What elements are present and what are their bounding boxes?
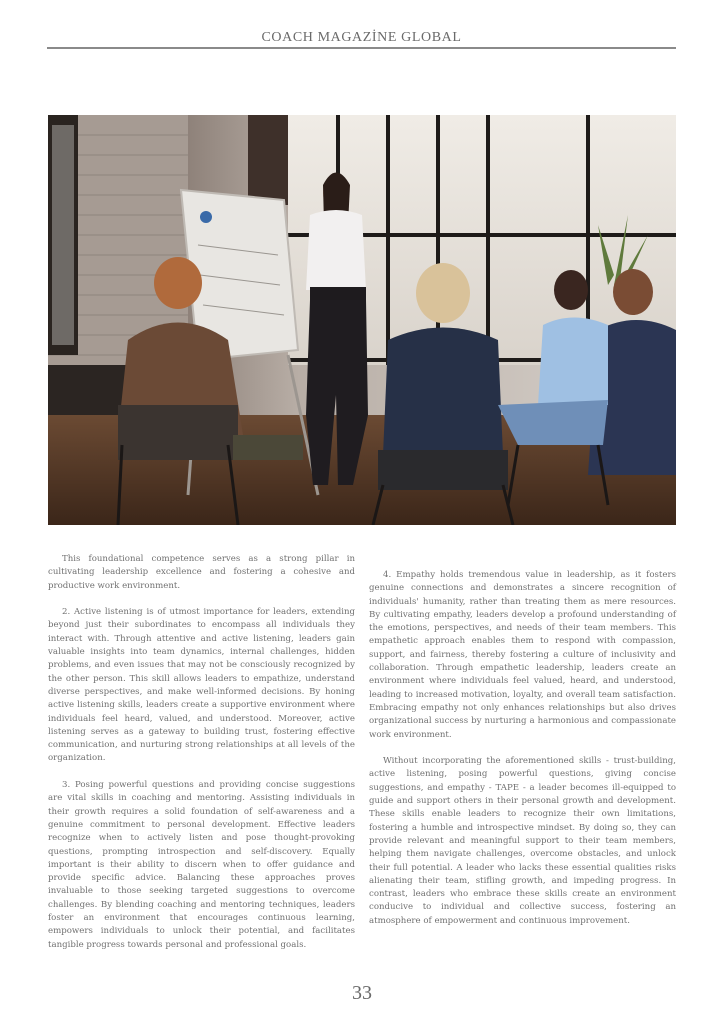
right-column <box>369 569 676 941</box>
paragraph: This foundational competence serves as a strong pillar in cultivating leadership excellence and fostering a cohesive and productive work environment. <box>48 554 355 591</box>
header-rule <box>47 47 676 49</box>
magazine-title: COACH MAGAZİNE GLOBAL <box>261 30 462 45</box>
paragraph: 2. Active listening is of utmost importance for leaders, extending beyond just their subordinates to encompass all individuals they interact with. Through attentive and active listening, leaders gain valuable insights into team dynamics, internal challenges, hidden problems, and even issues that may not be consciously recognized by the other person. This skill allows leaders to empathize, understand diverse perspectives, and make well-informed decisions. By honing active listening skills, leaders create a supportive environment where individuals feel heard, valued, and understood. Moreover, active listening serves as a gateway to building trust, fostering effective communication, and nurturing strong relationships at all levels of the organization. <box>48 607 355 764</box>
paragraph: 3. Posing powerful questions and providing concise suggestions are vital skills in coaching and mentoring. Assisting individuals in their growth requires a solid foundation of self-awareness and a genuine commitment to personal development. Effective leaders recognize when to actively listen and pose thought-provoking questions, prompting introspection and self-discovery. Equally important is their ability to discern when to offer guidance and provide specific advice. Balancing these approaches proves invaluable to those seeking targeted suggestions to overcome challenges. By blending coaching and mentoring techniques, leaders foster an environment that encourages continuous learning, empowers individuals to unlock their potential, and facilitates tangible progress towards personal and professional goals. <box>48 780 355 950</box>
page-number: 33 <box>352 982 372 1004</box>
paragraph: Without incorporating the aforementioned skills - trust-building, active listening, posing powerful questions, giving concise suggestions, and empathy - TAPE - a leader becomes ill-equipped to guide and support others in their personal growth and development. These skills enable leaders to recognize their own limitations, fostering a humble and introspective mindset. By doing so, they can provide relevant and meaningful support to their team members, helping them navigate challenges, overcome obstacles, and unlock their full potential. A leader who lacks these essential qualities risks alienating their team, stifling growth, and impeding progress. In contrast, leaders who embrace these skills create an environment conducive to individual and collective success, fostering an atmosphere of empowerment and continuous improvement. <box>369 756 676 926</box>
paragraph: 4. Empathy holds tremendous value in leadership, as it fosters genuine connections and demonstrates a sincere recognition of individuals' humanity, rather than treating them as mere resources. By cultivating empathy, leaders develop a profound understanding of the emotions, perspectives, and needs of their team members. This empathetic approach enables them to respond with compassion, support, and fairness, thereby fostering a culture of inclusivity and collaboration. Through empathetic leadership, leaders create an environment where individuals feel valued, heard, and understood, leading to increased motivation, loyalty, and overall team satisfaction. Embracing empathy not only enhances relationships but also drives organizational success by nurturing a harmonious and compassionate work environment. <box>369 570 676 740</box>
left-column <box>48 553 355 965</box>
meeting-photo <box>48 115 676 525</box>
